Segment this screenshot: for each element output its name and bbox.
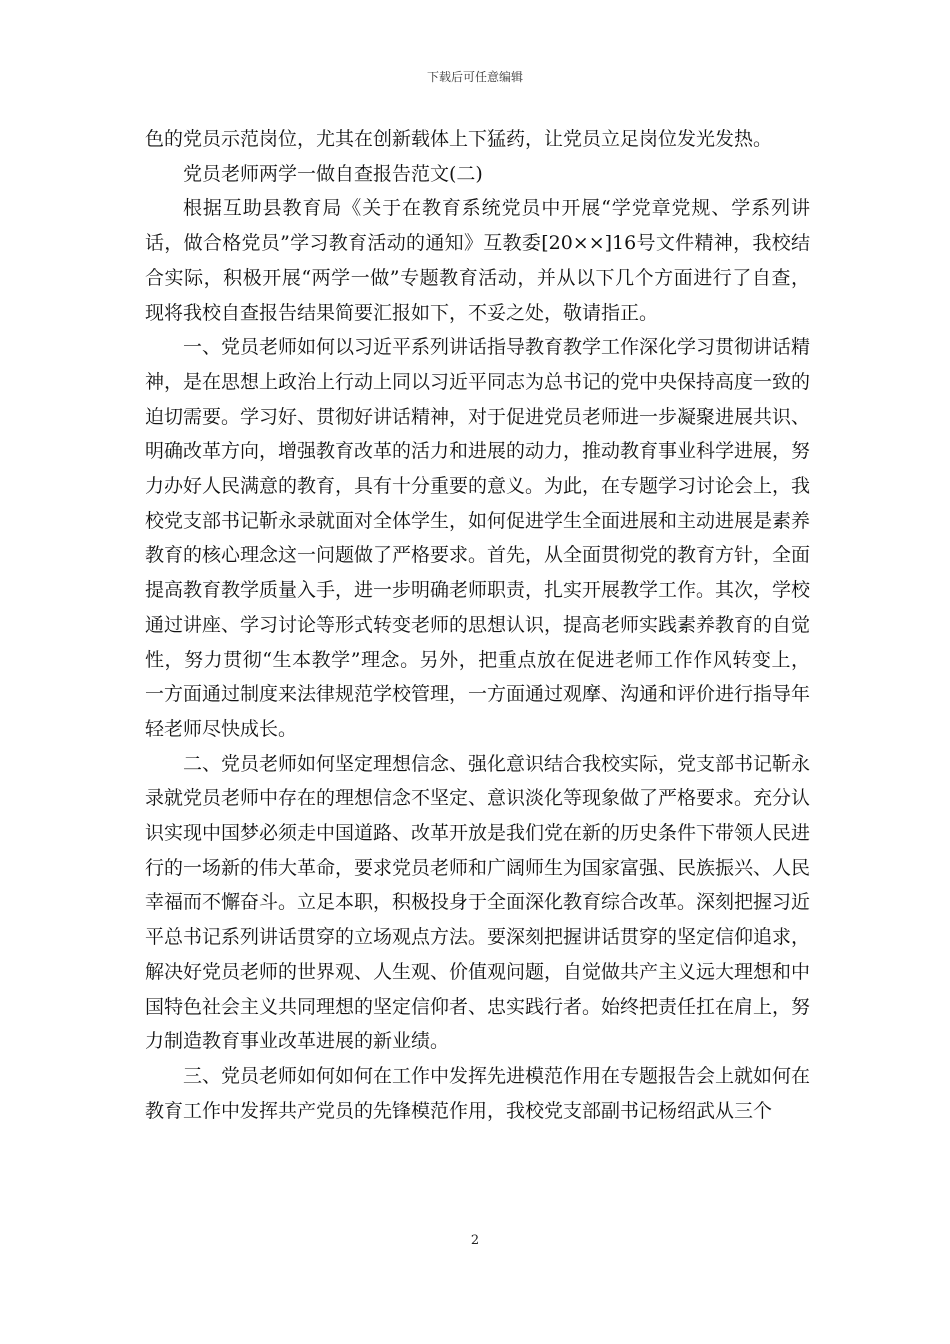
paragraph-point-2: 二、党员老师如何坚定理想信念、强化意识结合我校实际，党支部书记靳永录就党员老师中存在的理想信念不坚定、意识淡化等现象做了严格要求。充分认识实现中国梦必须走中国道路、改革开放是我们党在新的历史条件下带领人民进行的一场新的伟大革命，要求党员老师和广阔师生为国家富强、民族振兴、人民幸福而不懈奋斗。立足本职，积极投身于全面深化教育综合改革。深刻把握习近平总书记系列讲话贯穿的立场观点方法。要深刻把握讲话贯穿的坚定信仰追求，解决好党员老师的世界观、人生观、价值观问题，自觉做共产主义远大理想和中国特色社会主义共同理想的坚定信仰者、忠实践行者。始终把责任扛在肩上，努力制造教育事业改革进展的新业绩。 bbox=[145, 752, 811, 1053]
section-title: 党员老师两学一做自查报告范文(二) bbox=[183, 162, 483, 185]
paragraph-point-3: 三、党员老师如何如何在工作中发挥先进模范作用在专题报告会上就如何在教育工作中发挥共产党员的先锋模范作用，我校党支部副书记杨绍武从三个 bbox=[145, 1064, 811, 1122]
page-number: 2 bbox=[470, 1233, 480, 1248]
page-header: 下载后可任意编辑 bbox=[426, 70, 523, 84]
paragraph-continuation: 色的党员示范岗位，尤其在创新载体上下猛药，让党员立足岗位发光发热。 bbox=[145, 128, 773, 150]
paragraph-intro: 根据互助县教育局《关于在教育系统党员中开展“学党章党规、学系列讲话，做合格党员”学习教育活动的通知》互教委[20××]16号文件精神，我校结合实际，积极开展“两学一做”专题教育活动，并从以下几个方面进行了自查，现将我校自查报告结果简要汇报如下，不妥之处，敬请指正。 bbox=[145, 197, 810, 324]
paragraph-point-1: 一、党员老师如何以习近平系列讲话指导教育教学工作深化学习贯彻讲话精神，是在思想上政治上行动上同以习近平同志为总书记的党中央保持高度一致的迫切需要。学习好、贯彻好讲话精神，对于促进党员老师进一步凝聚进展共识、明确改革方向，增强教育改革的活力和进展的动力，推动教育事业科学进展，努力办好人民满意的教育，具有十分重要的意义。为此，在专题学习讨论会上，我校党支部书记靳永录就面对全体学生，如何促进学生全面进展和主动进展是素养教育的核心理念这一问题做了严格要求。首先，从全面贯彻党的教育方针，全面提高教育教学质量入手，进一步明确老师职责，扎实开展教学工作。其次，学校通过讲座、学习讨论等形式转变老师的思想认识，提高老师实践素养教育的自觉性，努力贯彻“生本教学”理念。另外，把重点放在促进老师工作作风转变上，一方面通过制度来法律规范学校管理，一方面通过观摩、沟通和评价进行指导年轻老师尽快成长。 bbox=[145, 336, 811, 740]
document-body bbox=[145, 122, 810, 1128]
